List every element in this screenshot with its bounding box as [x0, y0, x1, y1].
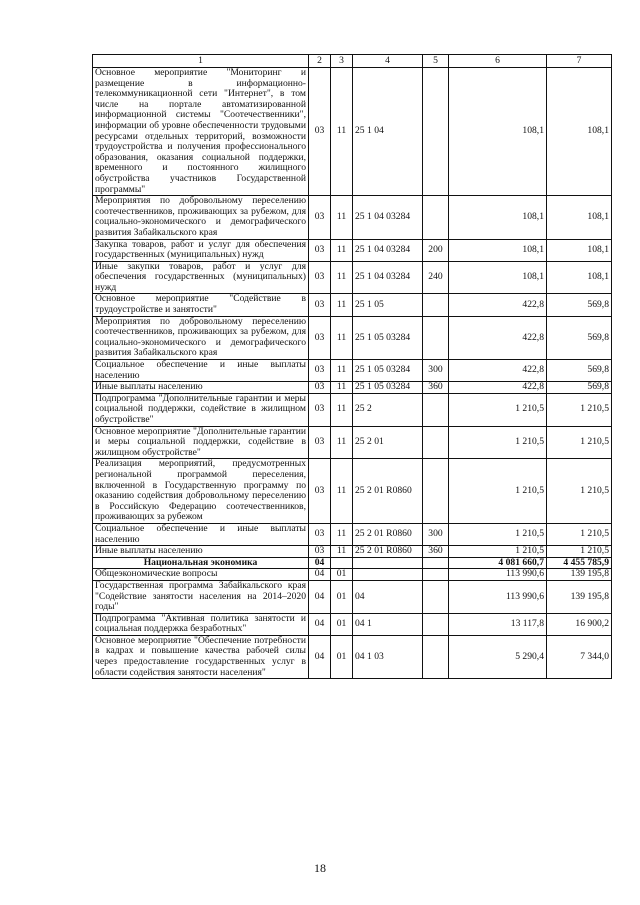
row-name-cell: Мероприятия по добровольному переселению соотечественников, проживающих за рубежом, для социально-экономического и демографического развития Забайкальского края: [93, 316, 309, 359]
amount-cell: 569,8: [547, 316, 612, 359]
table-row: [93, 294, 612, 316]
row-name-cell: Иные выплаты населению: [93, 382, 309, 394]
header-cell: 1: [93, 55, 309, 68]
section-code-cell: 03: [309, 316, 331, 359]
row-name-cell: Основное мероприятие "Обеспечение потребности в кадрах и повышение качества рабочей силы через предоставление государственных услуг в области содействия занятости населения": [93, 635, 309, 678]
expense-type-cell: [423, 580, 449, 613]
row-name-cell: Закупка товаров, работ и услуг для обеспечения государственных (муниципальных) нужд: [93, 239, 309, 261]
table-row: [93, 261, 612, 294]
table-row: [93, 316, 612, 359]
section-code-cell: 03: [309, 294, 331, 316]
amount-cell: 108,1: [547, 68, 612, 196]
row-name-cell: Иные выплаты населению: [93, 546, 309, 558]
header-cell: 3: [331, 55, 353, 68]
row-name-cell: Реализация мероприятий, предусмотренных региональной программой переселения, включенной в Государственную программу по оказанию содействия добровольному переселению в Российскую Федерацию соотечественников, проживающих за рубежом: [93, 459, 309, 524]
subsection-code-cell: 11: [331, 261, 353, 294]
table-row: [93, 196, 612, 239]
expense-type-cell: [423, 569, 449, 581]
row-name-cell: Основное мероприятие "Содействие в трудоустройстве и занятости": [93, 294, 309, 316]
amount-cell: 7 344,0: [547, 635, 612, 678]
section-code-cell: 04: [309, 580, 331, 613]
row-name-cell: Подпрограмма "Дополнительные гарантии и меры социальной поддержки, содействие в жилищном обустройстве": [93, 393, 309, 426]
subsection-code-cell: 11: [331, 459, 353, 524]
row-name-cell: Подпрограмма "Активная политика занятости и социальная поддержка безработных": [93, 613, 309, 635]
amount-cell: 1 210,5: [547, 459, 612, 524]
table-row: [93, 613, 612, 635]
amount-cell: 139 195,8: [547, 569, 612, 581]
table-row: [93, 393, 612, 426]
amount-cell: 422,8: [449, 382, 547, 394]
amount-cell: 422,8: [449, 294, 547, 316]
subsection-code-cell: 11: [331, 393, 353, 426]
table-row: [93, 523, 612, 545]
table-row: [93, 635, 612, 678]
table-row: [93, 382, 612, 394]
amount-cell: 1 210,5: [449, 459, 547, 524]
target-article-cell: 25 2 01: [353, 426, 423, 459]
amount-cell: 108,1: [449, 261, 547, 294]
subsection-code-cell: [331, 557, 353, 569]
subsection-code-cell: 01: [331, 635, 353, 678]
subsection-code-cell: 11: [331, 316, 353, 359]
target-article-cell: [353, 557, 423, 569]
section-code-cell: 03: [309, 68, 331, 196]
table-row: [93, 569, 612, 581]
subsection-code-cell: 11: [331, 426, 353, 459]
section-code-cell: 03: [309, 523, 331, 545]
amount-cell: 1 210,5: [547, 523, 612, 545]
expense-type-cell: [423, 459, 449, 524]
target-article-cell: 25 1 05 03284: [353, 382, 423, 394]
amount-cell: 569,8: [547, 360, 612, 382]
expense-type-cell: [423, 294, 449, 316]
amount-cell: 422,8: [449, 316, 547, 359]
page-number: 18: [314, 861, 326, 875]
expense-type-cell: [423, 316, 449, 359]
amount-cell: 422,8: [449, 360, 547, 382]
expense-type-cell: 240: [423, 261, 449, 294]
amount-cell: 108,1: [547, 239, 612, 261]
table-row: [93, 557, 612, 569]
amount-cell: 108,1: [449, 196, 547, 239]
target-article-cell: 04: [353, 580, 423, 613]
target-article-cell: 25 2 01 R0860: [353, 546, 423, 558]
header-cell: 5: [423, 55, 449, 68]
amount-cell: 1 210,5: [449, 546, 547, 558]
section-code-cell: 03: [309, 426, 331, 459]
amount-cell: 108,1: [449, 68, 547, 196]
subsection-code-cell: 01: [331, 569, 353, 581]
amount-cell: 569,8: [547, 382, 612, 394]
expense-type-cell: [423, 196, 449, 239]
target-article-cell: 25 1 04 03284: [353, 239, 423, 261]
amount-cell: 16 900,2: [547, 613, 612, 635]
row-name-cell: Социальное обеспечение и иные выплаты населению: [93, 360, 309, 382]
header-cell: 7: [547, 55, 612, 68]
target-article-cell: 25 1 05: [353, 294, 423, 316]
subsection-code-cell: 11: [331, 523, 353, 545]
target-article-cell: 25 2 01 R0860: [353, 459, 423, 524]
section-code-cell: 03: [309, 360, 331, 382]
subsection-code-cell: 11: [331, 382, 353, 394]
amount-cell: 1 210,5: [449, 426, 547, 459]
table-row: [93, 459, 612, 524]
section-code-cell: 03: [309, 546, 331, 558]
expense-type-cell: [423, 613, 449, 635]
section-code-cell: 03: [309, 196, 331, 239]
subsection-code-cell: 01: [331, 580, 353, 613]
section-code-cell: 03: [309, 393, 331, 426]
target-article-cell: 25 1 04: [353, 68, 423, 196]
table-row: [93, 580, 612, 613]
target-article-cell: 25 1 04 03284: [353, 261, 423, 294]
amount-cell: 4 455 785,9: [547, 557, 612, 569]
amount-cell: 1 210,5: [449, 523, 547, 545]
table-row: [93, 426, 612, 459]
amount-cell: 108,1: [449, 239, 547, 261]
section-code-cell: 04: [309, 635, 331, 678]
target-article-cell: 04 1 03: [353, 635, 423, 678]
row-name-cell: Мероприятия по добровольному переселению соотечественников, проживающих за рубежом, для социально-экономического и демографического развития Забайкальского края: [93, 196, 309, 239]
expense-type-cell: 300: [423, 523, 449, 545]
section-code-cell: 04: [309, 557, 331, 569]
amount-cell: 1 210,5: [449, 393, 547, 426]
section-code-cell: 03: [309, 261, 331, 294]
row-name-cell: Государственная программа Забайкальского края "Содействие занятости населения на 2014–2020 годы": [93, 580, 309, 613]
amount-cell: 108,1: [547, 196, 612, 239]
row-name-cell: Национальная экономика: [93, 557, 309, 569]
amount-cell: 4 081 660,7: [449, 557, 547, 569]
expense-type-cell: [423, 393, 449, 426]
target-article-cell: 25 1 05 03284: [353, 316, 423, 359]
row-name-cell: Основное мероприятие "Мониторинг и размещение в информационно-телекоммуникационной сети "Интернет", в том числе на портале автоматизированной информационной системы "Соотечественники", информации об уровне обеспеченности трудовыми ресурсами отдельных территорий, возможности трудоустройства и получения профессионального образования, оказания социальной поддержки, временного и постоянного жилищного обустройства участников Государственной программы": [93, 68, 309, 196]
header-row: [93, 55, 612, 68]
subsection-code-cell: 11: [331, 546, 353, 558]
header-cell: 6: [449, 55, 547, 68]
subsection-code-cell: 11: [331, 239, 353, 261]
section-code-cell: 04: [309, 569, 331, 581]
target-article-cell: 04 1: [353, 613, 423, 635]
subsection-code-cell: 01: [331, 613, 353, 635]
target-article-cell: 25 1 05 03284: [353, 360, 423, 382]
expense-type-cell: 360: [423, 382, 449, 394]
expense-type-cell: [423, 426, 449, 459]
section-code-cell: 04: [309, 613, 331, 635]
target-article-cell: 25 1 04 03284: [353, 196, 423, 239]
amount-cell: 108,1: [547, 261, 612, 294]
expense-type-cell: [423, 557, 449, 569]
amount-cell: 139 195,8: [547, 580, 612, 613]
amount-cell: 1 210,5: [547, 546, 612, 558]
amount-cell: 13 117,8: [449, 613, 547, 635]
amount-cell: 1 210,5: [547, 393, 612, 426]
row-name-cell: Иные закупки товаров, работ и услуг для обеспечения государственных (муниципальных) нужд: [93, 261, 309, 294]
target-article-cell: 25 2 01 R0860: [353, 523, 423, 545]
expense-type-cell: [423, 635, 449, 678]
section-code-cell: 03: [309, 382, 331, 394]
table-row: [93, 546, 612, 558]
row-name-cell: Социальное обеспечение и иные выплаты населению: [93, 523, 309, 545]
amount-cell: 113 990,6: [449, 569, 547, 581]
target-article-cell: 25 2: [353, 393, 423, 426]
header-cell: 4: [353, 55, 423, 68]
amount-cell: 5 290,4: [449, 635, 547, 678]
budget-table: [92, 54, 612, 679]
expense-type-cell: 300: [423, 360, 449, 382]
header-cell: 2: [309, 55, 331, 68]
subsection-code-cell: 11: [331, 294, 353, 316]
amount-cell: 1 210,5: [547, 426, 612, 459]
section-code-cell: 03: [309, 459, 331, 524]
expense-type-cell: 360: [423, 546, 449, 558]
section-code-cell: 03: [309, 239, 331, 261]
subsection-code-cell: 11: [331, 68, 353, 196]
expense-type-cell: [423, 68, 449, 196]
table-row: [93, 68, 612, 196]
target-article-cell: [353, 569, 423, 581]
row-name-cell: Общеэкономические вопросы: [93, 569, 309, 581]
amount-cell: 569,8: [547, 294, 612, 316]
table-row: [93, 360, 612, 382]
row-name-cell: Основное мероприятие "Дополнительные гарантии и меры социальной поддержки, содействие в жилищном обустройстве": [93, 426, 309, 459]
subsection-code-cell: 11: [331, 360, 353, 382]
table-row: [93, 239, 612, 261]
expense-type-cell: 200: [423, 239, 449, 261]
subsection-code-cell: 11: [331, 196, 353, 239]
amount-cell: 113 990,6: [449, 580, 547, 613]
